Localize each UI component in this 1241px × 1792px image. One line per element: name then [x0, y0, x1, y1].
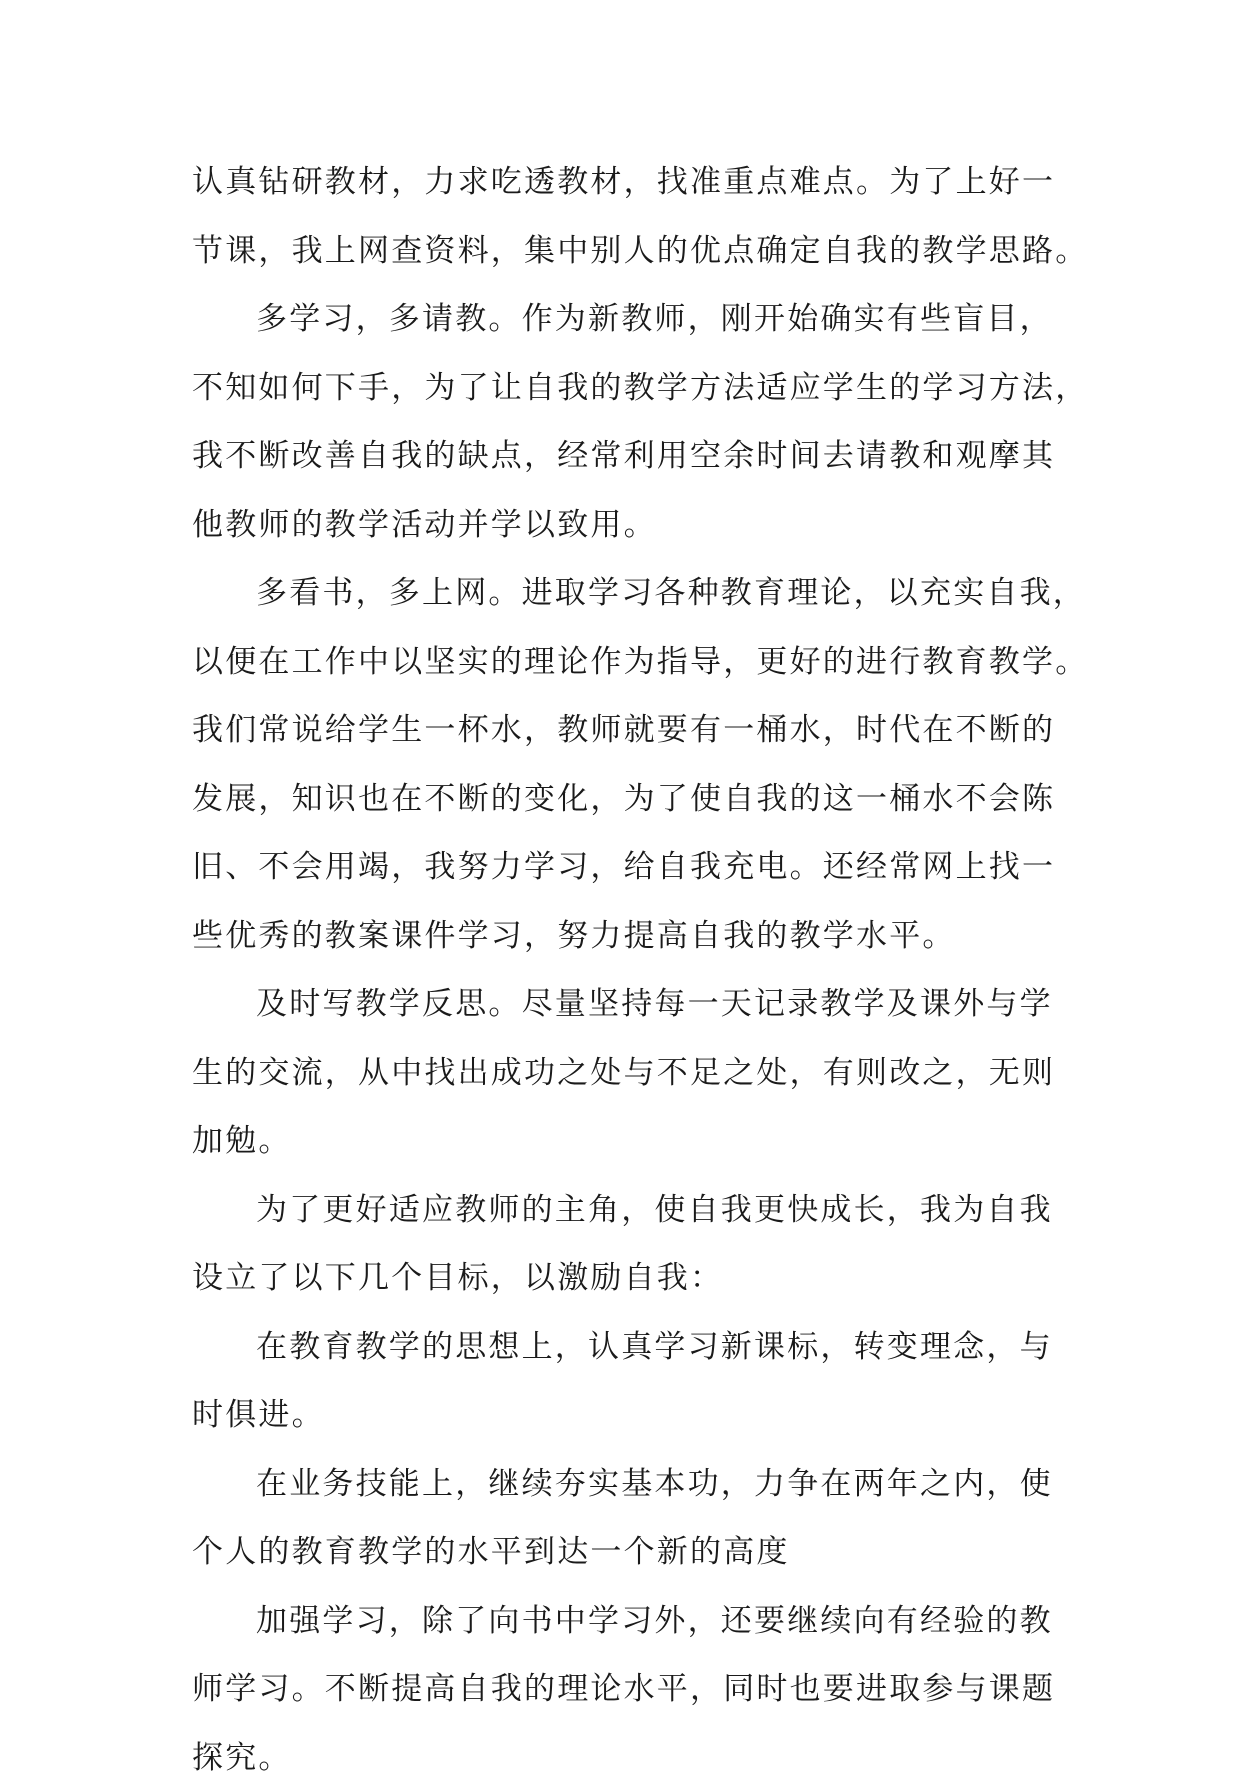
- text-line: 发展，知识也在不断的变化，为了使自我的这一桶水不会陈: [192, 765, 1060, 834]
- text-line: 个人的教育教学的水平到达一个新的高度: [192, 1518, 1060, 1587]
- document-body: [192, 148, 1060, 1792]
- paragraph-first-line: 在教育教学的思想上，认真学习新课标，转变理念，与: [192, 1313, 1060, 1382]
- paragraph-first-line: 为了更好适应教师的主角，使自我更快成长，我为自我: [192, 1176, 1060, 1245]
- text-line: 不知如何下手，为了让自我的教学方法适应学生的学习方法，: [192, 354, 1060, 423]
- paragraph-first-line: 在业务技能上，继续夯实基本功，力争在两年之内，使: [192, 1450, 1060, 1519]
- text-line: 我们常说给学生一杯水，教师就要有一桶水，时代在不断的: [192, 696, 1060, 765]
- text-line: 旧、不会用竭，我努力学习，给自我充电。还经常网上找一: [192, 833, 1060, 902]
- text-line: 以便在工作中以坚实的理论作为指导，更好的进行教育教学。: [192, 628, 1060, 697]
- text-line: 设立了以下几个目标，以激励自我：: [192, 1244, 1060, 1313]
- text-line: 他教师的教学活动并学以致用。: [192, 491, 1060, 560]
- text-line: 我不断改善自我的缺点，经常利用空余时间去请教和观摩其: [192, 422, 1060, 491]
- paragraph-first-line: 加强学习，除了向书中学习外，还要继续向有经验的教: [192, 1587, 1060, 1656]
- text-line: 生的交流，从中找出成功之处与不足之处，有则改之，无则: [192, 1039, 1060, 1108]
- paragraph-first-line: 多看书，多上网。进取学习各种教育理论，以充实自我，: [192, 559, 1060, 628]
- text-line: 探究。: [192, 1724, 1060, 1792]
- text-line: 加勉。: [192, 1107, 1060, 1176]
- text-line: 认真钻研教材，力求吃透教材，找准重点难点。为了上好一: [192, 148, 1060, 217]
- text-line: 师学习。不断提高自我的理论水平，同时也要进取参与课题: [192, 1655, 1060, 1724]
- text-line: 些优秀的教案课件学习，努力提高自我的教学水平。: [192, 902, 1060, 971]
- paragraph-first-line: 多学习，多请教。作为新教师，刚开始确实有些盲目，: [192, 285, 1060, 354]
- paragraph-first-line: 及时写教学反思。尽量坚持每一天记录教学及课外与学: [192, 970, 1060, 1039]
- text-line: 时俱进。: [192, 1381, 1060, 1450]
- text-line: 节课，我上网查资料，集中别人的优点确定自我的教学思路。: [192, 217, 1060, 286]
